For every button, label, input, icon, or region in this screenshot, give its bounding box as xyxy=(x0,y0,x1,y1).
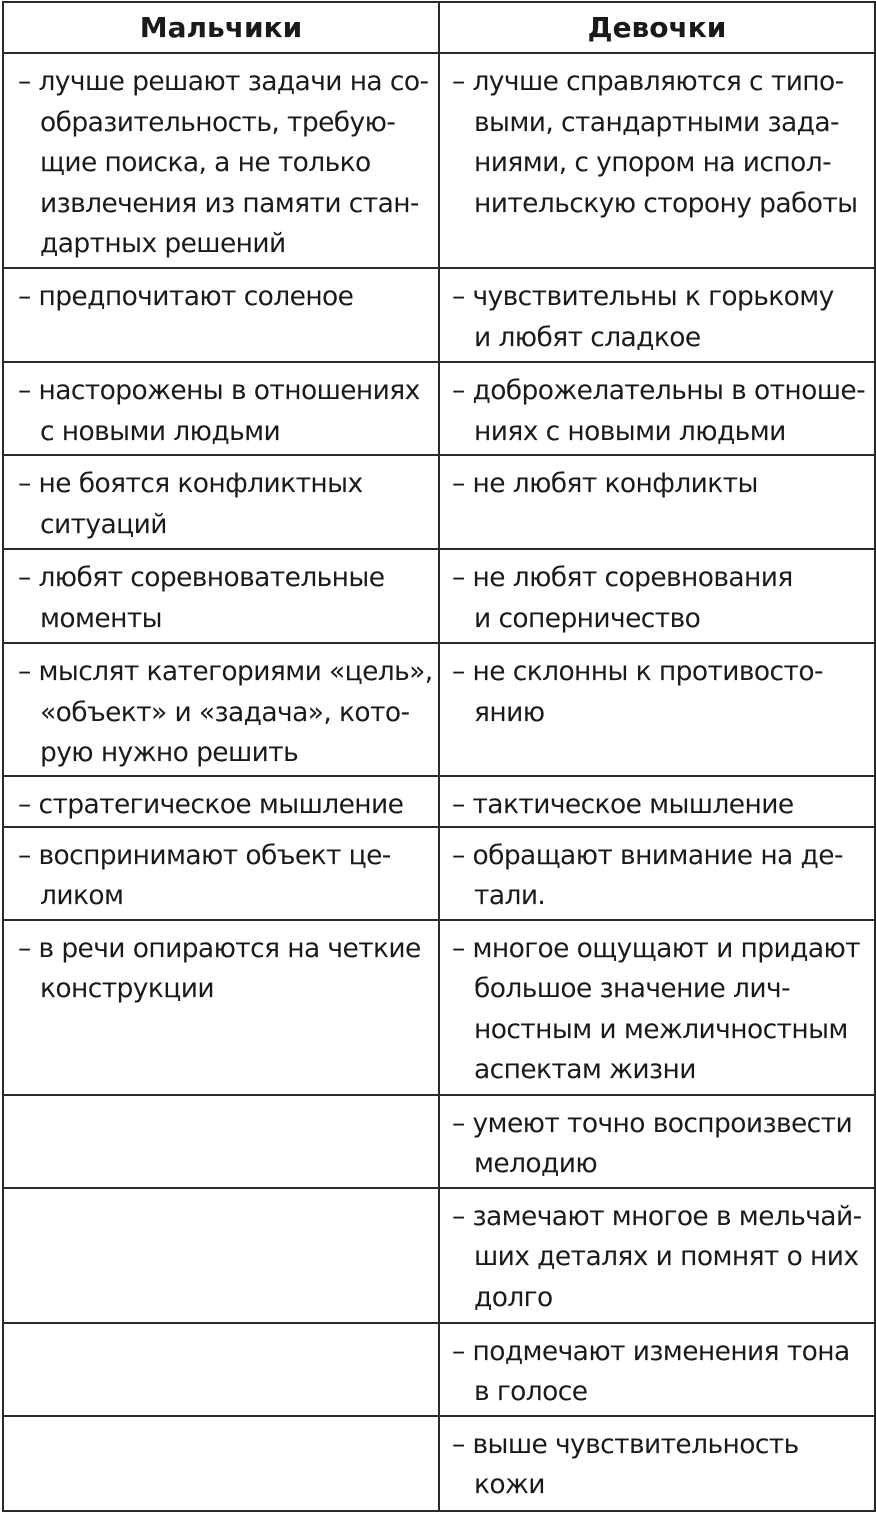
header-boys: Мальчики xyxy=(3,2,439,53)
cell-line: янию xyxy=(474,696,545,728)
cell-line: и любят сладкое xyxy=(474,321,701,353)
cell-line: и соперничество xyxy=(474,602,701,634)
cell-girls xyxy=(439,1416,875,1511)
cell-line: ниях с новыми людьми xyxy=(474,415,786,447)
cell-line: извлечения из памяти стан- xyxy=(40,187,419,219)
cell-line: – насторожены в отношениях xyxy=(18,375,420,406)
cell-line: ших деталях и помнят о них xyxy=(474,1241,859,1272)
cell-line: – лучше решают задачи на со- xyxy=(18,66,429,97)
cell-line: – тактическое мышление xyxy=(452,789,794,820)
cell-line: – не боятся конфликтных xyxy=(18,468,363,499)
cell-line: – подмечают изменения тона xyxy=(452,1335,850,1367)
cell-boys xyxy=(3,549,439,643)
cell-line: – замечают многое в мельчай- xyxy=(452,1200,862,1232)
cell-line: в голосе xyxy=(474,1376,588,1407)
cell-girls xyxy=(439,53,875,268)
cell-line: моменты xyxy=(40,602,162,634)
cell-girls xyxy=(439,827,875,920)
cell-line: ситуаций xyxy=(40,508,167,540)
cell-line: аспектам жизни xyxy=(474,1054,696,1085)
cell-line: долго xyxy=(474,1281,553,1313)
cell-girls xyxy=(439,1188,875,1323)
cell-boys xyxy=(3,53,439,268)
table-row xyxy=(3,1095,875,1188)
cell-girls xyxy=(439,776,875,827)
cell-line: рую нужно решить xyxy=(40,737,299,768)
cell-line: – не любят соревнования xyxy=(452,562,793,593)
cell-line: нительскую сторону работы xyxy=(474,187,858,219)
cell-line: – обращают внимание на де- xyxy=(452,839,843,871)
cell-line: – мыслят категориями «цель», xyxy=(18,656,433,687)
table-body xyxy=(3,53,875,1511)
cell-line: – умеют точно воспроизвести xyxy=(452,1107,853,1139)
table-row xyxy=(3,268,875,362)
cell-line: щие поиска, а не только xyxy=(40,147,371,178)
cell-line: – не любят конфликты xyxy=(452,468,758,499)
cell-line: тали. xyxy=(474,880,546,911)
cell-boys xyxy=(3,920,439,1095)
table-row xyxy=(3,643,875,776)
cell-girls xyxy=(439,920,875,1095)
cell-line: – предпочитают соленое xyxy=(18,281,354,312)
comparison-table xyxy=(2,1,876,1512)
table-row xyxy=(3,53,875,268)
cell-line: – лучше справляются с типо- xyxy=(452,66,844,97)
cell-boys xyxy=(3,776,439,827)
cell-boys xyxy=(3,643,439,776)
table-row xyxy=(3,920,875,1095)
table-row xyxy=(3,776,875,827)
table-row xyxy=(3,455,875,549)
cell-boys xyxy=(3,827,439,920)
cell-girls xyxy=(439,455,875,549)
cell-line: конструкции xyxy=(40,973,214,1004)
cell-line: мелодию xyxy=(474,1148,598,1179)
cell-boys xyxy=(3,1416,439,1511)
header-row xyxy=(3,2,875,53)
cell-line: образительность, требую- xyxy=(40,106,396,138)
cell-girls xyxy=(439,1323,875,1416)
table-row xyxy=(3,827,875,920)
cell-line: «объект» и «задача», кото- xyxy=(40,696,410,728)
cell-girls xyxy=(439,268,875,362)
cell-boys xyxy=(3,1095,439,1188)
table-row xyxy=(3,362,875,455)
cell-girls xyxy=(439,549,875,643)
cell-line: – стратегическое мышление xyxy=(18,789,404,820)
cell-line: большое значение лич- xyxy=(474,973,790,1004)
cell-line: – в речи опираются на четкие xyxy=(18,932,421,964)
cell-line: ликом xyxy=(40,880,124,911)
table-row xyxy=(3,1188,875,1323)
cell-line: – выше чувствительность xyxy=(452,1428,799,1460)
cell-line: ностным и межличностным xyxy=(474,1013,848,1045)
table-row xyxy=(3,549,875,643)
cell-line: дартных решений xyxy=(40,228,286,259)
cell-line: – чувствительны к горькому xyxy=(452,281,834,312)
cell-boys xyxy=(3,268,439,362)
cell-line: – воспринимают объект це- xyxy=(18,839,391,871)
cell-line: – любят соревновательные xyxy=(18,562,385,593)
table-row xyxy=(3,1323,875,1416)
cell-line: кожи xyxy=(474,1469,545,1500)
cell-girls xyxy=(439,362,875,455)
cell-boys xyxy=(3,455,439,549)
cell-boys xyxy=(3,1188,439,1323)
cell-line: ниями, с упором на испол- xyxy=(474,147,832,178)
cell-boys xyxy=(3,362,439,455)
cell-line: выми, стандартными зада- xyxy=(474,106,839,138)
header-girls: Девочки xyxy=(439,2,875,53)
cell-line: – доброжелательны в отноше- xyxy=(452,375,866,406)
cell-girls xyxy=(439,1095,875,1188)
cell-line: с новыми людьми xyxy=(40,415,281,447)
cell-boys xyxy=(3,1323,439,1416)
cell-line: – не склонны к противосто- xyxy=(452,656,823,687)
table-row xyxy=(3,1416,875,1511)
cell-line: – многое ощущают и придают xyxy=(452,932,861,964)
cell-girls xyxy=(439,643,875,776)
